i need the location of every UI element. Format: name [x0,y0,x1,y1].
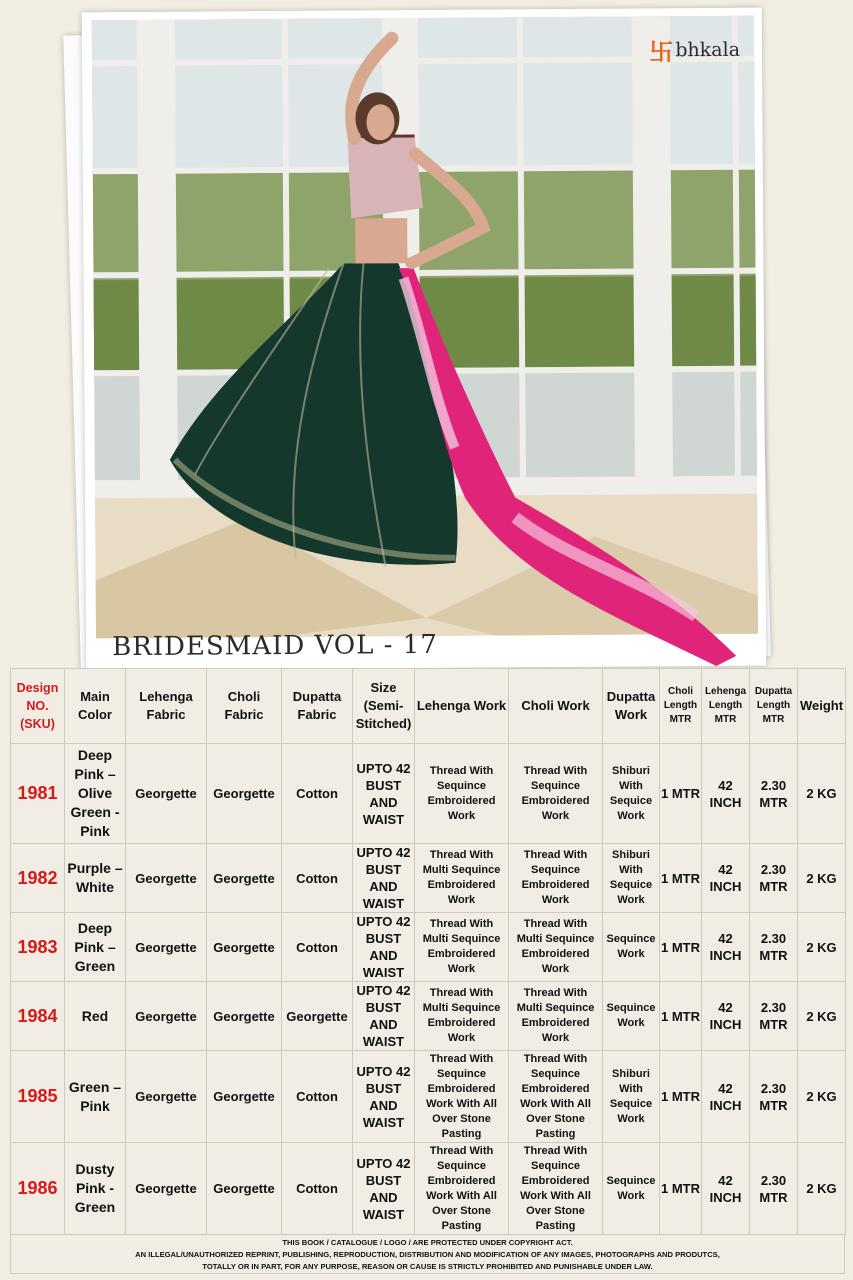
lehenga-work-cell: Thread With Multi Sequince Embroidered Work [415,982,509,1051]
dupatta-length-cell: 2.30 MTR [750,844,798,913]
dupatta-work-cell: Sequince Work [603,913,660,982]
lehenga-fabric-cell: Georgette [126,744,207,844]
choli-fabric-cell: Georgette [207,1143,282,1235]
color-cell: Red [65,982,126,1051]
choli-work-cell: Thread With Sequince Embroidered Work With All Over Stone Pasting [509,1143,603,1235]
table-row [11,1051,846,1143]
choli-fabric-cell: Georgette [207,913,282,982]
dupatta-fabric-cell: Cotton [282,1051,353,1143]
choli-length-cell: 1 MTR [660,913,702,982]
header-design-no: Design NO. (SKU) [11,669,65,744]
lehenga-fabric-cell: Georgette [126,844,207,913]
header-lehenga-fabric: Lehenga Fabric [126,669,207,744]
sku-cell: 1983 [11,913,65,982]
header-choli-length: Choli Length MTR [660,669,702,744]
lehenga-work-cell: Thread With Multi Sequince Embroidered Work [415,844,509,913]
lehenga-fabric-cell: Georgette [126,982,207,1051]
table-row [11,982,846,1051]
product-spec-table [10,668,846,1235]
dupatta-length-cell: 2.30 MTR [750,982,798,1051]
size-cell: UPTO 42 BUST AND WAIST [353,1051,415,1143]
dupatta-work-cell: Shiburi With Sequice Work [603,844,660,913]
copyright-line-1: THIS BOOK / CATALOGUE / LOGO / ARE PROTECTED UNDER COPYRIGHT ACT. [282,1238,573,1247]
table-row [11,913,846,982]
dupatta-length-cell: 2.30 MTR [750,913,798,982]
copyright-line-2: AN ILLEGAL/UNAUTHORIZED REPRINT, PUBLISHING, REPRODUCTION, DISTRIBUTION AND MODIFICATION OF ANY IMAGES, PHOTOGRAPHS AND PRODUTCS, [135,1250,720,1259]
dupatta-work-cell: Shiburi With Sequice Work [603,744,660,844]
choli-work-cell: Thread With Sequince Embroidered Work With All Over Stone Pasting [509,1051,603,1143]
choli-length-cell: 1 MTR [660,982,702,1051]
weight-cell: 2 KG [798,982,846,1051]
header-weight: Weight [798,669,846,744]
weight-cell: 2 KG [798,1051,846,1143]
size-cell: UPTO 42 BUST AND WAIST [353,982,415,1051]
brand-logo [649,32,740,68]
lehenga-work-cell: Thread With Sequince Embroidered Work [415,744,509,844]
sku-cell: 1982 [11,844,65,913]
copyright-footer [10,1234,845,1274]
collection-title: BRIDESMAID VOL - 17 [112,629,438,663]
brand-mark-icon: 卐 [649,37,674,67]
dupatta-fabric-cell: Georgette [282,982,353,1051]
header-choli-fabric: Choli Fabric [207,669,282,744]
lehenga-fabric-cell: Georgette [126,1051,207,1143]
product-photo [92,16,758,663]
dupatta-work-cell: Sequince Work [603,1143,660,1235]
bridal-lehenga-photo [92,16,758,639]
color-cell: Green – Pink [65,1051,126,1143]
lehenga-length-cell: 42 INCH [702,744,750,844]
choli-fabric-cell: Georgette [207,844,282,913]
choli-fabric-cell: Georgette [207,982,282,1051]
lehenga-length-cell: 42 INCH [702,1051,750,1143]
table-row [11,744,846,844]
size-cell: UPTO 42 BUST AND WAIST [353,913,415,982]
choli-work-cell: Thread With Multi Sequince Embroidered Work [509,913,603,982]
dupatta-fabric-cell: Cotton [282,913,353,982]
lehenga-length-cell: 42 INCH [702,1143,750,1235]
lehenga-fabric-cell: Georgette [126,1143,207,1235]
header-main-color: Main Color [65,669,126,744]
choli-length-cell: 1 MTR [660,744,702,844]
product-photo-card [82,8,767,671]
lehenga-length-cell: 42 INCH [702,844,750,913]
weight-cell: 2 KG [798,744,846,844]
lehenga-work-cell: Thread With Sequince Embroidered Work With All Over Stone Pasting [415,1143,509,1235]
lehenga-length-cell: 42 INCH [702,982,750,1051]
color-cell: Deep Pink – Olive Green - Pink [65,744,126,844]
dupatta-work-cell: Sequince Work [603,982,660,1051]
header-dupatta-work: Dupatta Work [603,669,660,744]
sku-cell: 1981 [11,744,65,844]
sku-cell: 1985 [11,1051,65,1143]
weight-cell: 2 KG [798,913,846,982]
dupatta-work-cell: Shiburi With Sequice Work [603,1051,660,1143]
choli-length-cell: 1 MTR [660,1143,702,1235]
table-row [11,844,846,913]
table-row [11,1143,846,1235]
dupatta-length-cell: 2.30 MTR [750,1051,798,1143]
color-cell: Purple – White [65,844,126,913]
dupatta-length-cell: 2.30 MTR [750,1143,798,1235]
size-cell: UPTO 42 BUST AND WAIST [353,1143,415,1235]
size-cell: UPTO 42 BUST AND WAIST [353,844,415,913]
copyright-line-3: TOTALLY OR IN PART, FOR ANY PURPOSE, REASON OR CAUSE IS STRICTLY PROHIBITED AND PUNISHABLE UNDER LAW. [202,1262,653,1271]
dupatta-fabric-cell: Cotton [282,844,353,913]
brand-name: bhkala [675,38,741,61]
color-cell: Dusty Pink - Green [65,1143,126,1235]
choli-work-cell: Thread With Sequince Embroidered Work [509,744,603,844]
lehenga-length-cell: 42 INCH [702,913,750,982]
dupatta-length-cell: 2.30 MTR [750,744,798,844]
choli-fabric-cell: Georgette [207,1051,282,1143]
dupatta-fabric-cell: Cotton [282,744,353,844]
header-choli-work: Choli Work [509,669,603,744]
choli-work-cell: Thread With Sequince Embroidered Work [509,844,603,913]
size-cell: UPTO 42 BUST AND WAIST [353,744,415,844]
color-cell: Deep Pink – Green [65,913,126,982]
header-size: Size (Semi-Stitched) [353,669,415,744]
choli-fabric-cell: Georgette [207,744,282,844]
header-lehenga-work: Lehenga Work [415,669,509,744]
sku-cell: 1984 [11,982,65,1051]
choli-length-cell: 1 MTR [660,1051,702,1143]
lehenga-fabric-cell: Georgette [126,913,207,982]
dupatta-fabric-cell: Cotton [282,1143,353,1235]
header-lehenga-length: Lehenga Length MTR [702,669,750,744]
choli-length-cell: 1 MTR [660,844,702,913]
header-dupatta-fabric: Dupatta Fabric [282,669,353,744]
lehenga-work-cell: Thread With Sequince Embroidered Work With All Over Stone Pasting [415,1051,509,1143]
choli-work-cell: Thread With Multi Sequince Embroidered Work [509,982,603,1051]
weight-cell: 2 KG [798,1143,846,1235]
sku-cell: 1986 [11,1143,65,1235]
header-dupatta-length: Dupatta Length MTR [750,669,798,744]
weight-cell: 2 KG [798,844,846,913]
table-header-row [11,669,846,744]
lehenga-work-cell: Thread With Multi Sequince Embroidered Work [415,913,509,982]
